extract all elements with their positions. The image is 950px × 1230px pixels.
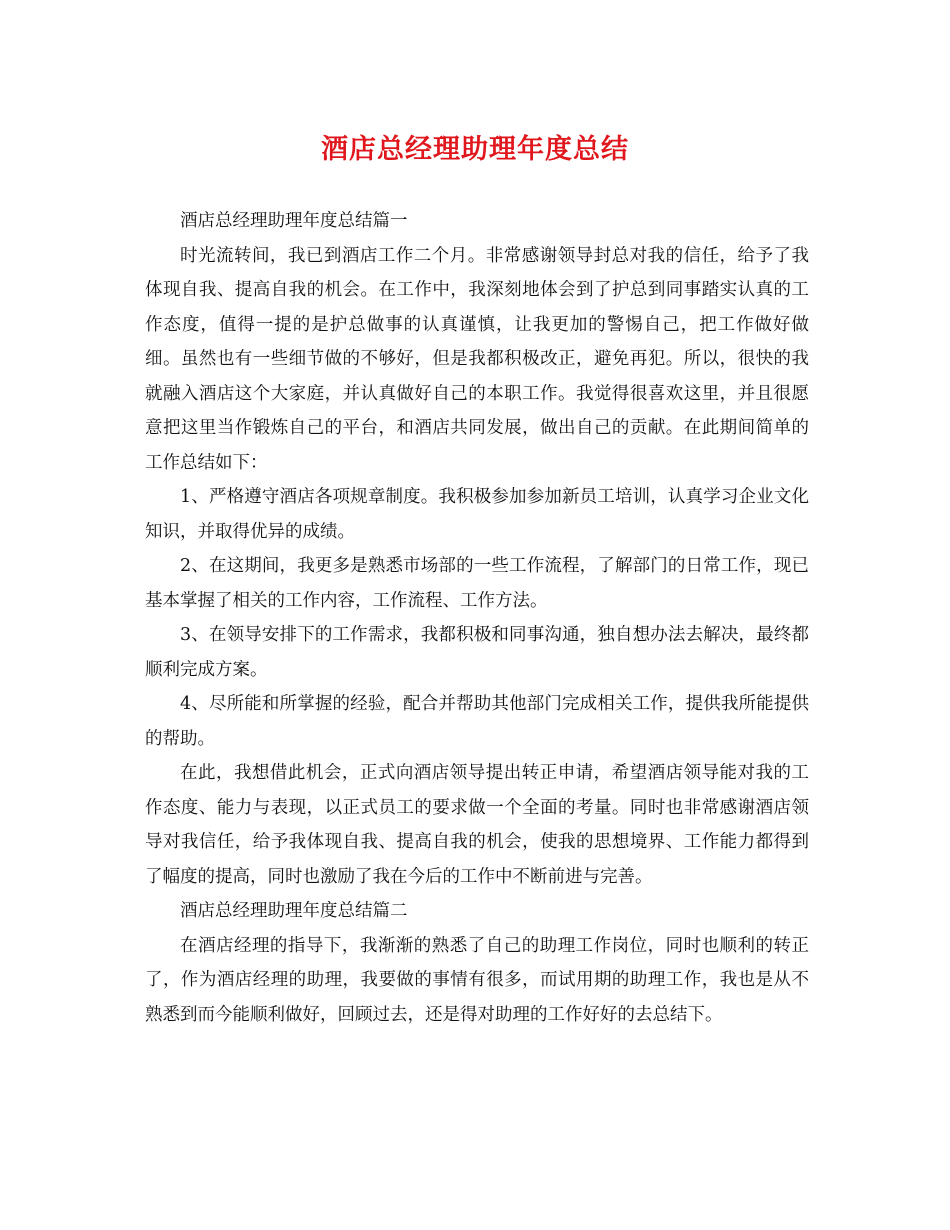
list-item-3: 3、在领导安排下的工作需求，我都积极和同事沟通，独自想办法去解决，最终都顺利完成方案。 <box>145 625 809 680</box>
paragraph-section-2: 在酒店经理的指导下，我渐渐的熟悉了自己的助理工作岗位，同时也顺利的转正了，作为酒店经理的助理，我要做的事情有很多，而试用期的助理工作，我也是从不熟悉到而今能顺利做好，回顾过去，还是得对助理的工作好好的去总结下。 <box>145 935 809 1025</box>
list-item-1: 1、严格遵守酒店各项规章制度。我积极参加参加新员工培训，认真学习企业文化知识，并取得优异的成绩。 <box>145 487 809 542</box>
list-item-2: 2、在这期间，我更多是熟悉市场部的一些工作流程，了解部门的日常工作，现已基本掌握了相关的工作内容，工作流程、工作方法。 <box>145 556 809 611</box>
list-item-4: 4、尽所能和所掌握的经验，配合并帮助其他部门完成相关工作，提供我所能提供的帮助。 <box>145 694 809 749</box>
paragraph-intro: 时光流转间，我已到酒店工作二个月。非常感谢领导封总对我的信任，给予了我体现自我、提高自我的机会。在工作中，我深刻地体会到了护总到同事踏实认真的工作态度，值得一提的是护总做事的认真谨慎，让我更加的警惕自己，把工作做好做细。虽然也有一些细节做的不够好，但是我都积极改正，避免再犯。所以，很快的我就融入酒店这个大家庭，并认真做好自己的本职工作。我觉得很喜欢这里，并且很愿意把这里当作锻炼自己的平台，和酒店共同发展，做出自己的贡献。在此期间简单的工作总结如下： <box>145 245 809 473</box>
document-body <box>145 204 809 1032</box>
paragraph-conclusion: 在此，我想借此机会，正式向酒店领导提出转正申请，希望酒店领导能对我的工作态度、能力与表现，以正式员工的要求做一个全面的考量。同时也非常感谢酒店领导对我信任，给予我体现自我、提高自我的机会，使我的思想境界、工作能力都得到了幅度的提高，同时也激励了我在今后的工作中不断前进与完善。 <box>145 763 809 887</box>
section-heading-1: 酒店总经理助理年度总结篇一 <box>180 211 408 231</box>
document-title: 酒店总经理助理年度总结 <box>321 134 629 165</box>
section-heading-2: 酒店总经理助理年度总结篇二 <box>180 901 408 921</box>
